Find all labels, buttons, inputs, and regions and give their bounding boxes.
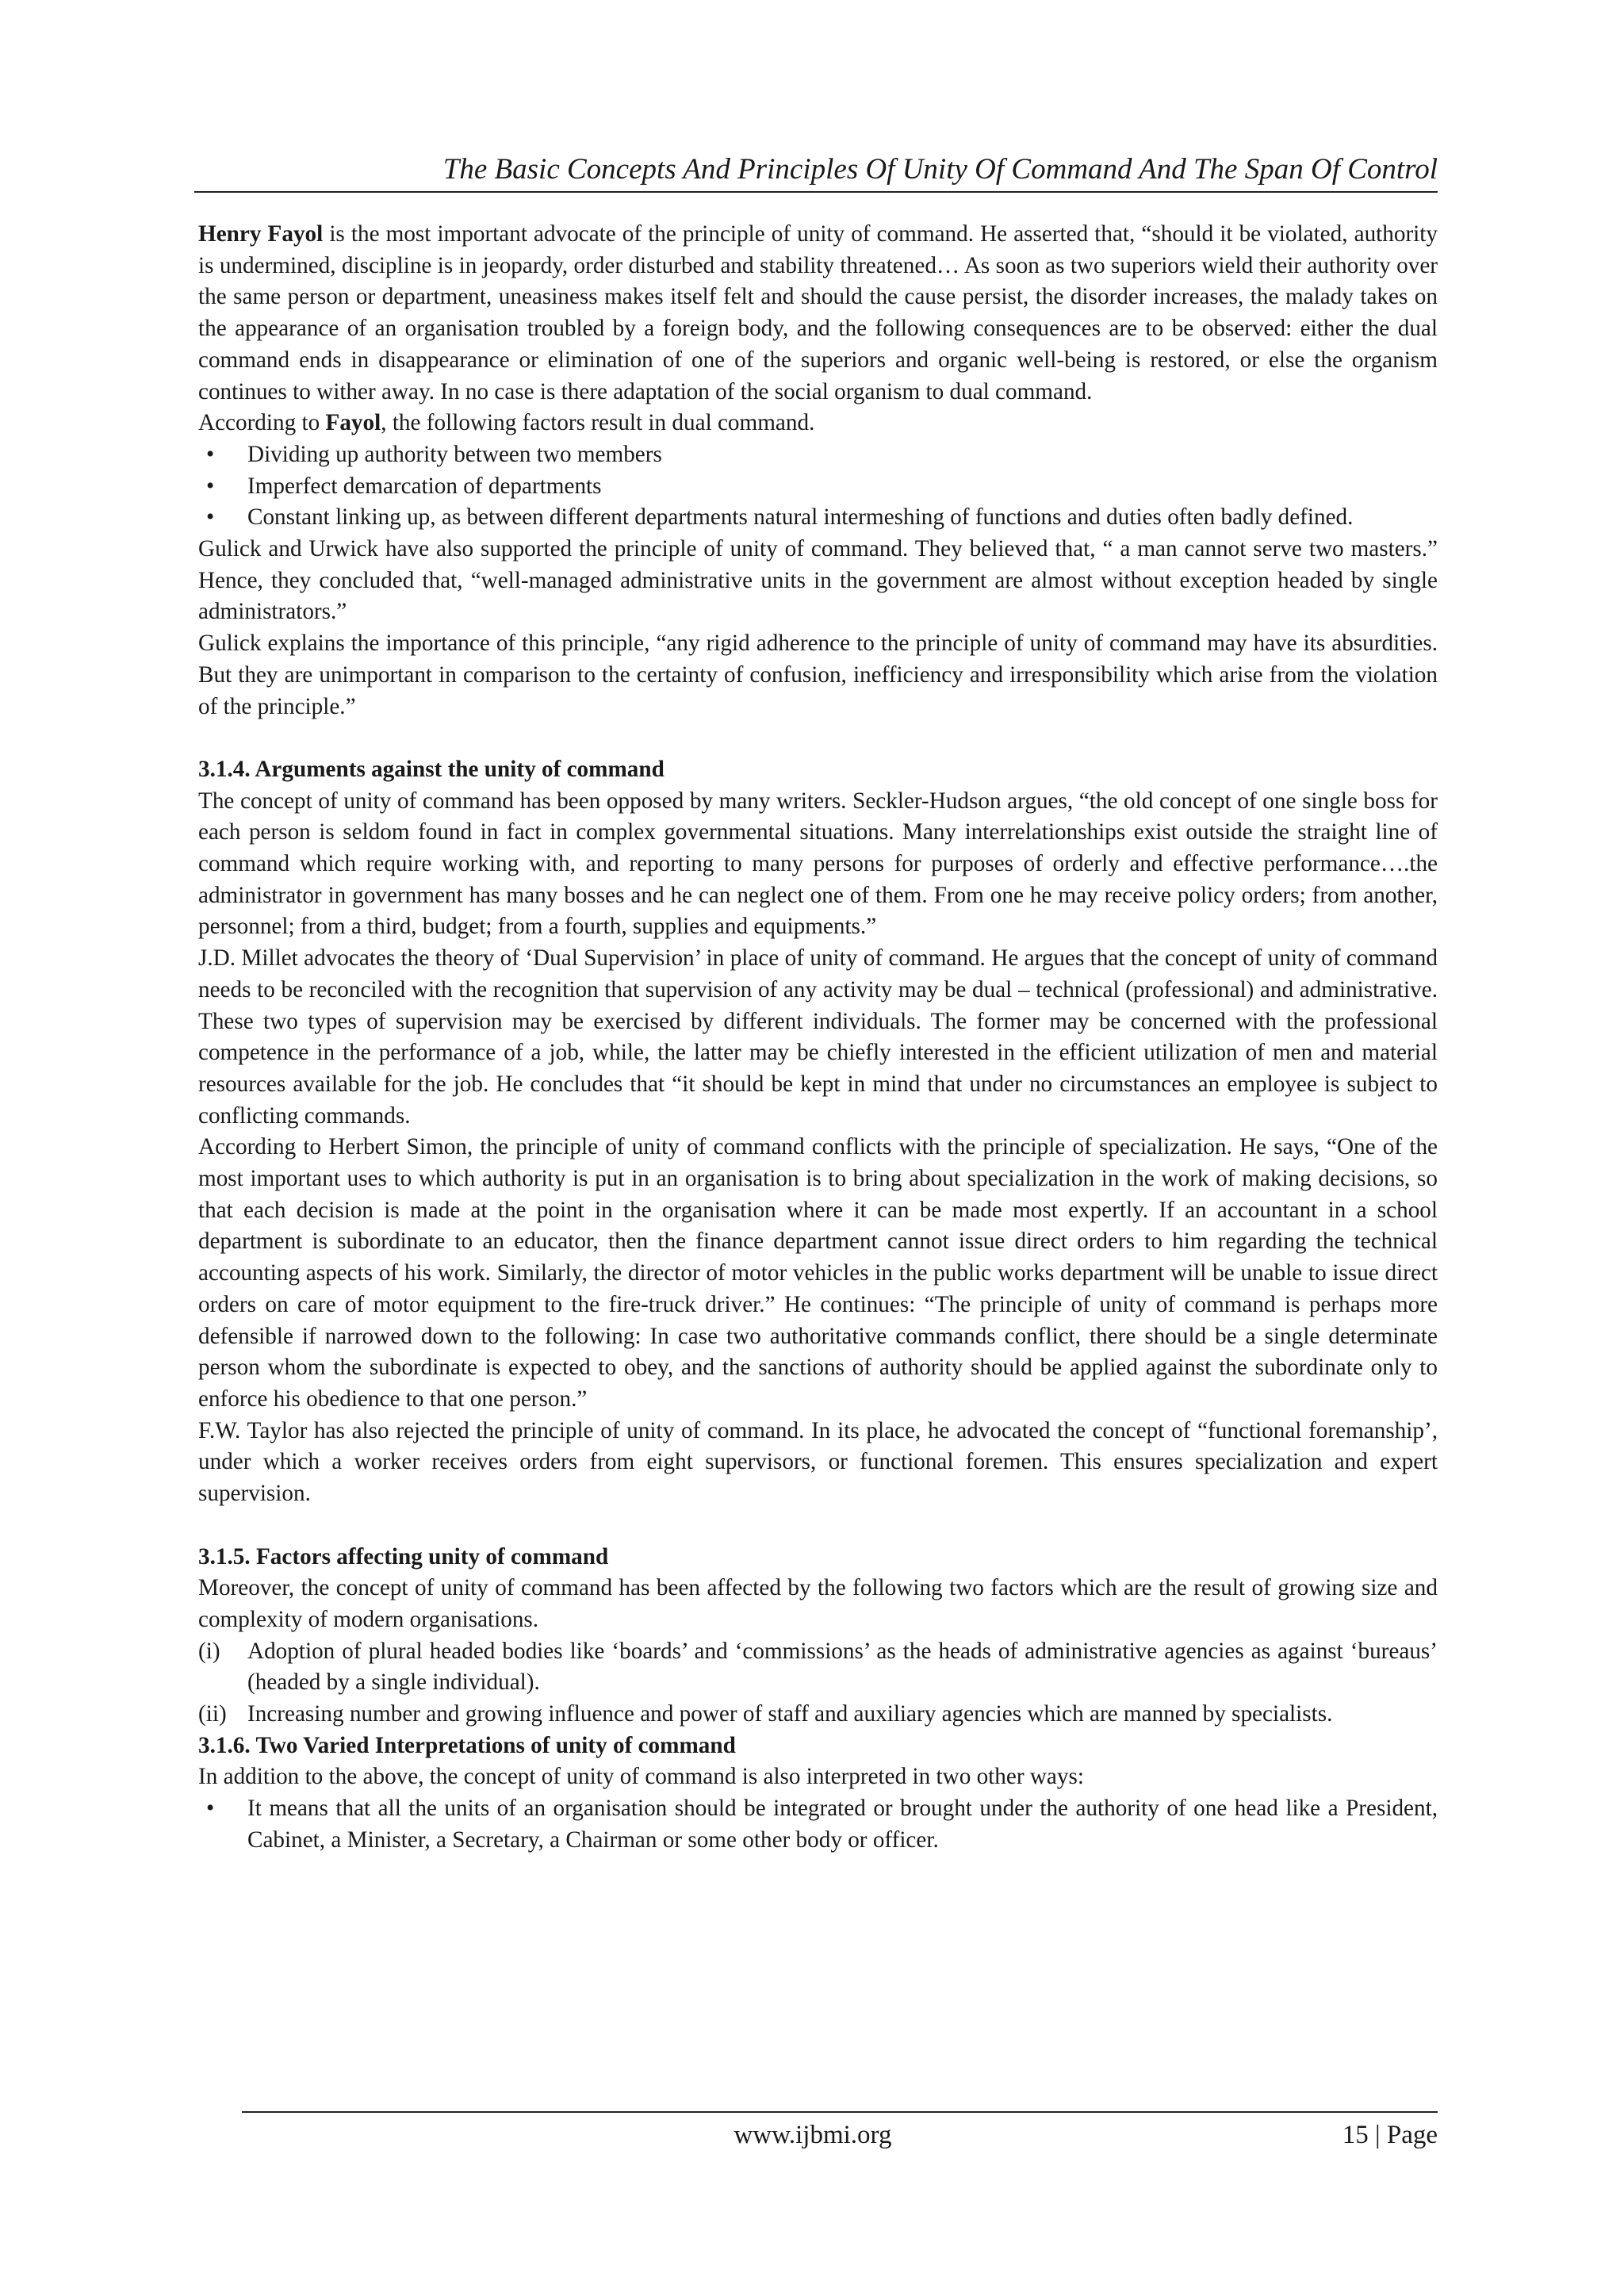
list-item-text: Increasing number and growing influence and power of staff and auxiliary agencies which are manned by specialists. (247, 1701, 1333, 1727)
footer-url: www.ijbmi.org (733, 2121, 892, 2149)
section-gap (198, 723, 1438, 754)
paragraph-text: , the following factors result in dual command. (381, 410, 815, 436)
paragraph-millet: J.D. Millet advocates the theory of ‘Dual Supervision’ in place of unity of command. He argues that the concept of unity of command needs to be reconciled with the recognition that supervision of any activity may be dual – technical (professional) and administrative. These two types of supervision may be exercised by different individuals. The former may be concerned with the professional competence in the performance of a job, while, the latter may be chiefly interested in the efficient utilization of men and material resources available for the job. He concludes that “it should be kept in mind that under no circumstances an employee is subject to conflicting commands. (198, 945, 1438, 1129)
list-number: (i) (198, 1638, 220, 1664)
paragraph-fayol-factors-intro (198, 408, 1438, 439)
article-body (198, 219, 1438, 1857)
paragraph-simon: According to Herbert Simon, the principle of unity of command conflicts with the principle of specialization. He says, “One of the most important uses to which authority is put in an organisation is to bring about specialization in the work of making decisions, so that each decision is made at the point in the organisation where it can be made most expertly. If an accountant in a school department is subordinate to an educator, then the finance department cannot issue direct orders to him regarding the technical accounting aspects of his work. Similarly, the director of motor vehicles in the public works department will be unable to issue direct orders on care of motor equipment to the fire-truck driver.” He continues: “The principle of unity of command is perhaps more defensible if narrowed down to the following: In case two authoritative commands conflict, there should be a single determinate person whom the subordinate is expected to obey, and the sanctions of authority should be applied against the subordinate only to enforce his obedience to that one person.” (198, 1134, 1438, 1412)
paragraph-fayol (198, 219, 1438, 408)
bullet-icon: • (206, 441, 215, 467)
footer-rule (242, 2111, 1438, 2113)
fayol-factors-list (198, 439, 1438, 534)
paragraph-gulick-urwick: Gulick and Urwick have also supported the principle of unity of command. They believed that, “ a man cannot serve two masters.” Hence, they concluded that, “well-managed administrative units in the government are almost without exception headed by single administrators.” (198, 536, 1438, 625)
page-number: 15 | Page (1342, 2121, 1438, 2149)
paragraph-seckler-hudson: The concept of unity of command has been opposed by many writers. Seckler-Hudson argues, “the old concept of one single boss for each person is seldom found in fact in complex governmental situations. Many interrelationships exist outside the straight line of command which require working with, and reporting to many persons for purposes of orderly and effective performance….the administrator in government has many bosses and he can neglect one of them. From one he may receive policy orders; from another, personnel; from a third, budget; from a fourth, supplies and equipments.” (198, 788, 1438, 940)
section-heading-3-1-6: 3.1.6. Two Varied Interpretations of unity of command (198, 1732, 736, 1758)
author-name: Henry Fayol (198, 221, 324, 247)
list-item (198, 471, 1438, 503)
section-gap (198, 1510, 1438, 1542)
list-item-text: Dividing up authority between two members (247, 441, 662, 467)
list-item-text: It means that all the units of an organisation should be integrated or brought under the authority of one head like a President, Cabinet, a Minister, a Secretary, a Chairman or some other body or officer. (247, 1796, 1438, 1853)
paragraph-interpretations-intro: In addition to the above, the concept of unity of command is also interpreted in two other ways: (198, 1764, 1084, 1790)
bullet-icon: • (206, 473, 215, 499)
paragraph-text: is the most important advocate of the principle of unity of command. He asserted that, “should it be violated, authority is undermined, discipline is in jeopardy, order disturbed and stability threatened… As soon as two superiors wield their authority over the same person or department, uneasiness makes itself felt and should the cause persist, the disorder increases, the malady takes on the appearance of an organisation troubled by a foreign body, and the following consequences are to be observed: either the dual command ends in disappearance or elimination of one of the superiors and organic well-being is restored, or else the organism continues to wither away. In no case is there adaptation of the social organism to dual command. (198, 221, 1438, 404)
paragraph-taylor: F.W. Taylor has also rejected the principle of unity of command. In its place, he advocated the concept of “functional foremanship’, under which a worker receives orders from eight supervisors, or functional foremen. This ensures specialization and expert supervision. (198, 1417, 1438, 1507)
bullet-icon: • (206, 1796, 215, 1822)
section-heading-3-1-5: 3.1.5. Factors affecting unity of command (198, 1543, 609, 1570)
paragraph-factors-intro: Moreover, the concept of unity of command has been affected by the following two factors which are the result of growing size and complexity of modern organisations. (198, 1575, 1438, 1632)
running-header: The Basic Concepts And Principles Of Unity Of Command And The Span Of Control (442, 153, 1438, 186)
list-item (198, 1699, 1438, 1731)
bullet-icon: • (206, 504, 215, 531)
list-item-text: Imperfect demarcation of departments (247, 473, 602, 499)
factors-list (198, 1636, 1438, 1731)
list-item (198, 1636, 1438, 1699)
list-number: (ii) (198, 1701, 227, 1727)
list-item (198, 1793, 1438, 1856)
interpretations-list (198, 1793, 1438, 1856)
paragraph-text: According to (198, 410, 326, 436)
author-name: Fayol (325, 410, 381, 436)
list-item-text: Constant linking up, as between different departments natural intermeshing of functions and duties often badly defined. (247, 504, 1354, 531)
section-heading-3-1-4: 3.1.4. Arguments against the unity of command (198, 756, 665, 782)
paragraph-gulick: Gulick explains the importance of this principle, “any rigid adherence to the principle of unity of command may have its absurdities. But they are unimportant in comparison to the certainty of confusion, inefficiency and irresponsibility which arise from the violation of the principle.” (198, 631, 1438, 719)
list-item (198, 439, 1438, 471)
list-item (198, 502, 1438, 534)
header-rule (194, 191, 1438, 193)
list-item-text: Adoption of plural headed bodies like ‘boards’ and ‘commissions’ as the heads of administrative agencies as against ‘bureaus’ (headed by a single individual). (247, 1638, 1438, 1696)
